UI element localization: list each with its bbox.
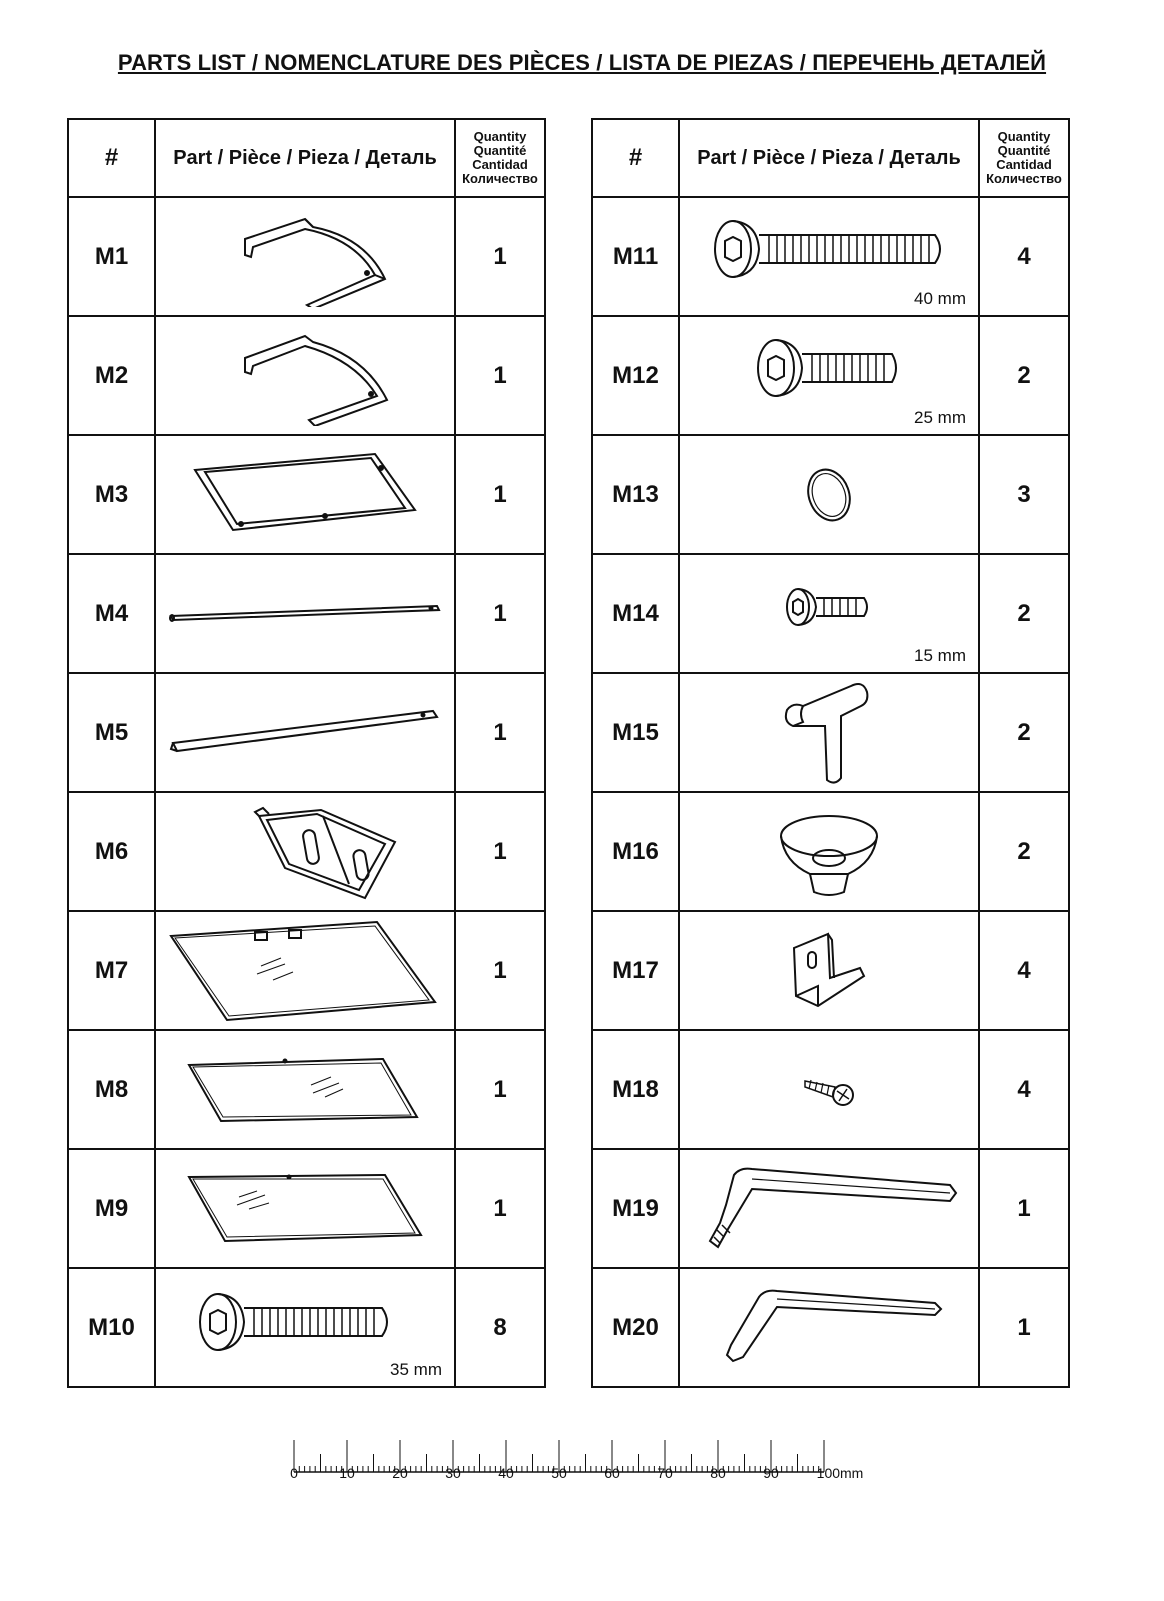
rectangular-frame-icon bbox=[185, 450, 425, 540]
table-row bbox=[592, 792, 1069, 911]
glass-panel-icon bbox=[185, 1171, 425, 1247]
hex-bolt-icon bbox=[784, 582, 874, 632]
part-code: M19 bbox=[592, 1149, 679, 1268]
table-row bbox=[68, 1149, 545, 1268]
part-code: M15 bbox=[592, 673, 679, 792]
part-quantity: 2 bbox=[979, 673, 1069, 792]
parts-table-left bbox=[67, 118, 546, 1388]
part-code: M5 bbox=[68, 673, 155, 792]
header-number: # bbox=[592, 119, 679, 197]
ruler-label: 20 bbox=[392, 1465, 408, 1481]
part-quantity: 1 bbox=[979, 1149, 1069, 1268]
part-quantity: 1 bbox=[455, 1149, 545, 1268]
header-quantity bbox=[979, 119, 1069, 197]
header-part: Part / Pièce / Pieza / Деталь bbox=[679, 119, 979, 197]
ruler-label: 10 bbox=[339, 1465, 355, 1481]
part-code: M11 bbox=[592, 197, 679, 316]
hex-bolt-icon bbox=[709, 215, 949, 285]
part-code: M4 bbox=[68, 554, 155, 673]
part-image-cell bbox=[155, 316, 455, 435]
part-image-cell bbox=[679, 554, 979, 673]
table-row bbox=[592, 911, 1069, 1030]
part-image-cell bbox=[679, 1149, 979, 1268]
table-row bbox=[592, 1149, 1069, 1268]
part-dimension: 25 mm bbox=[914, 408, 966, 427]
table-row bbox=[592, 197, 1069, 316]
part-image-cell bbox=[155, 673, 455, 792]
part-quantity: 2 bbox=[979, 316, 1069, 435]
part-image-cell bbox=[679, 911, 979, 1030]
part-code: M16 bbox=[592, 792, 679, 911]
part-code: M9 bbox=[68, 1149, 155, 1268]
part-quantity: 1 bbox=[455, 792, 545, 911]
part-image-cell bbox=[679, 316, 979, 435]
table-header-row bbox=[68, 119, 545, 197]
ruler-label: 30 bbox=[445, 1465, 461, 1481]
table-row bbox=[592, 435, 1069, 554]
ruler-label: 80 bbox=[710, 1465, 726, 1481]
part-quantity: 1 bbox=[455, 911, 545, 1030]
part-quantity: 1 bbox=[455, 1030, 545, 1149]
hex-bolt-icon bbox=[196, 1288, 396, 1358]
part-code: M6 bbox=[68, 792, 155, 911]
part-image-cell bbox=[679, 1030, 979, 1149]
header-qty-ru: Количество bbox=[462, 171, 538, 186]
part-quantity: 2 bbox=[979, 554, 1069, 673]
part-dimension: 15 mm bbox=[914, 646, 966, 665]
ruler-label: 50 bbox=[551, 1465, 567, 1481]
ruler-label: 40 bbox=[498, 1465, 514, 1481]
header-qty-en: Quantity bbox=[997, 129, 1051, 144]
curved-frame-icon bbox=[205, 326, 405, 426]
header-qty-es: Cantidad bbox=[996, 157, 1052, 172]
suction-cup-icon bbox=[774, 802, 884, 902]
ruler-label: 90 bbox=[763, 1465, 779, 1481]
ruler-label: 0 bbox=[290, 1465, 298, 1481]
header-quantity bbox=[455, 119, 545, 197]
part-image-cell bbox=[155, 197, 455, 316]
glass-panel-icon bbox=[185, 1055, 425, 1125]
o-ring-icon bbox=[799, 460, 859, 530]
table-row bbox=[68, 673, 545, 792]
part-image-cell bbox=[155, 911, 455, 1030]
table-row bbox=[68, 911, 545, 1030]
part-quantity: 1 bbox=[455, 554, 545, 673]
table-row bbox=[592, 1030, 1069, 1149]
part-dimension: 35 mm bbox=[390, 1360, 442, 1379]
part-image-cell bbox=[679, 435, 979, 554]
part-quantity: 1 bbox=[455, 435, 545, 554]
t-handle-icon bbox=[779, 678, 879, 788]
header-number: # bbox=[68, 119, 155, 197]
part-image-cell bbox=[679, 1268, 979, 1387]
part-code: M1 bbox=[68, 197, 155, 316]
part-image-cell bbox=[679, 673, 979, 792]
part-image-cell bbox=[679, 197, 979, 316]
part-image-cell bbox=[155, 1149, 455, 1268]
header-part: Part / Pièce / Pieza / Деталь bbox=[155, 119, 455, 197]
table-row bbox=[68, 554, 545, 673]
part-quantity: 4 bbox=[979, 197, 1069, 316]
part-code: M2 bbox=[68, 316, 155, 435]
part-code: M8 bbox=[68, 1030, 155, 1149]
part-image-cell bbox=[679, 792, 979, 911]
part-code: M13 bbox=[592, 435, 679, 554]
slotted-bracket-frame-icon bbox=[205, 802, 405, 902]
hex-bolt-icon bbox=[754, 334, 904, 404]
part-quantity: 3 bbox=[979, 435, 1069, 554]
part-quantity: 4 bbox=[979, 1030, 1069, 1149]
part-image-cell bbox=[155, 554, 455, 673]
angle-bracket-icon bbox=[784, 926, 874, 1016]
part-code: M17 bbox=[592, 911, 679, 1030]
part-code: M14 bbox=[592, 554, 679, 673]
part-quantity: 1 bbox=[455, 197, 545, 316]
part-quantity: 1 bbox=[455, 316, 545, 435]
header-qty-ru: Количество bbox=[986, 171, 1062, 186]
part-quantity: 4 bbox=[979, 911, 1069, 1030]
part-quantity: 1 bbox=[455, 673, 545, 792]
table-row bbox=[68, 1030, 545, 1149]
table-row bbox=[68, 197, 545, 316]
parts-table-right bbox=[591, 118, 1070, 1388]
rod-icon bbox=[165, 594, 445, 634]
part-code: M10 bbox=[68, 1268, 155, 1387]
header-qty-fr: Quantité bbox=[473, 143, 527, 158]
table-row bbox=[592, 673, 1069, 792]
part-quantity: 2 bbox=[979, 792, 1069, 911]
measuring-ruler bbox=[290, 1428, 890, 1488]
table-row bbox=[68, 316, 545, 435]
page-title: PARTS LIST / NOMENCLATURE DES PIÈCES / LISTA DE PIEZAS / ПЕРЕЧЕНЬ ДЕТАЛЕЙ bbox=[117, 50, 1047, 75]
curved-frame-icon bbox=[205, 207, 405, 307]
part-code: M3 bbox=[68, 435, 155, 554]
ruler-label: 100mm bbox=[816, 1465, 864, 1481]
ruler-label: 70 bbox=[657, 1465, 673, 1481]
part-image-cell bbox=[155, 792, 455, 911]
bar-icon bbox=[165, 703, 445, 763]
header-qty-fr: Quantité bbox=[997, 143, 1051, 158]
allen-key-icon bbox=[709, 1283, 949, 1373]
part-image-cell bbox=[155, 435, 455, 554]
part-code: M7 bbox=[68, 911, 155, 1030]
part-image-cell bbox=[155, 1030, 455, 1149]
table-row bbox=[592, 554, 1069, 673]
header-qty-es: Cantidad bbox=[472, 157, 528, 172]
part-image-cell bbox=[155, 1268, 455, 1387]
phillips-screw-icon bbox=[799, 1065, 859, 1115]
part-code: M18 bbox=[592, 1030, 679, 1149]
table-header-row bbox=[592, 119, 1069, 197]
part-quantity: 1 bbox=[979, 1268, 1069, 1387]
part-code: M20 bbox=[592, 1268, 679, 1387]
table-row bbox=[592, 1268, 1069, 1387]
ruler-label: 60 bbox=[604, 1465, 620, 1481]
glass-panel-icon bbox=[165, 918, 445, 1024]
header-qty-en: Quantity bbox=[473, 129, 527, 144]
table-row bbox=[68, 792, 545, 911]
part-dimension: 40 mm bbox=[914, 289, 966, 308]
allen-key-phillips-icon bbox=[694, 1161, 964, 1257]
table-row bbox=[68, 435, 545, 554]
table-row bbox=[592, 316, 1069, 435]
part-code: M12 bbox=[592, 316, 679, 435]
part-quantity: 8 bbox=[455, 1268, 545, 1387]
table-row bbox=[68, 1268, 545, 1387]
